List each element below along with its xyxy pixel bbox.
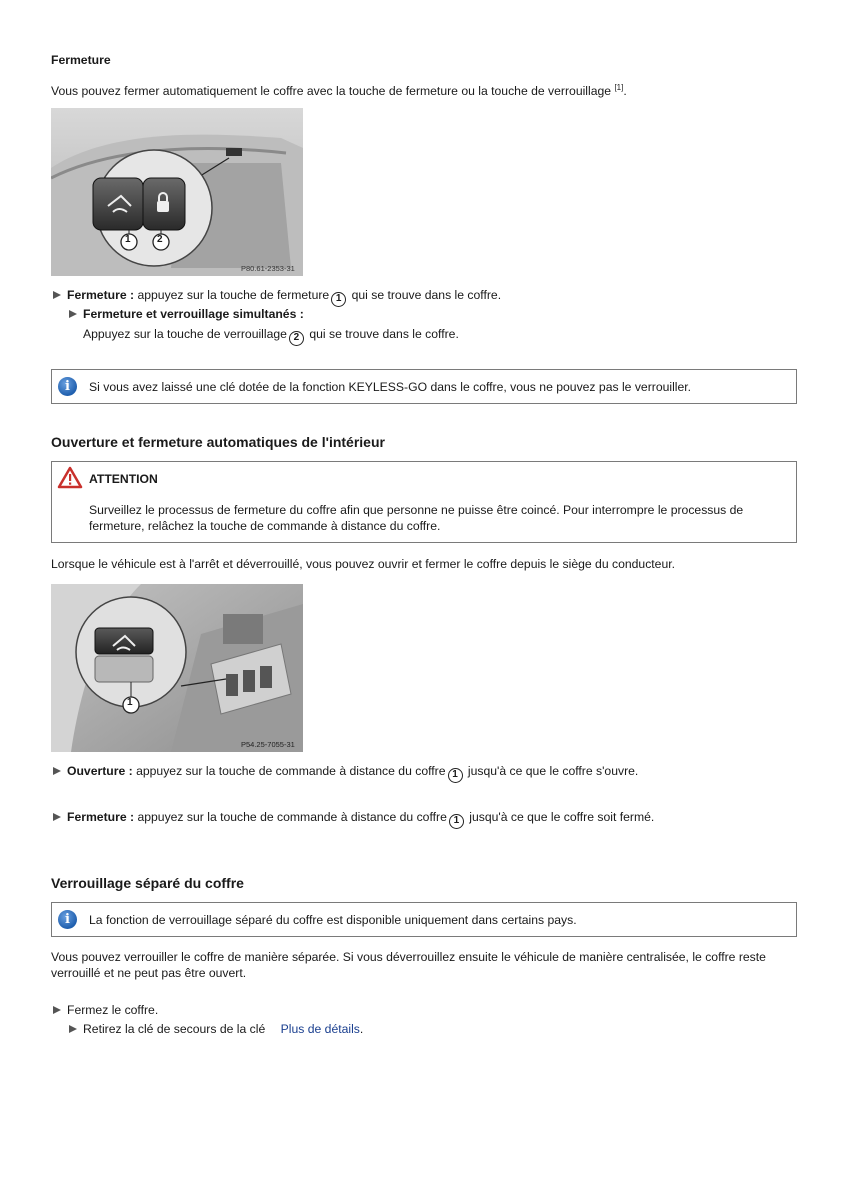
more-details-link[interactable]: Plus de détails <box>280 1022 360 1036</box>
callout-1: 1 <box>127 697 133 708</box>
callout-2: 2 <box>157 234 163 245</box>
warning-text: Surveillez le processus de fermeture du coffre afin que personne ne puisse être coincé. Pour interrompre le processus de fermeture, relâchez la touche de commande à distance du coffre. <box>89 503 744 533</box>
warning-box <box>51 461 797 543</box>
info-box-keyless <box>51 369 797 404</box>
bullet-triangle-icon <box>69 1025 77 1033</box>
trunk-buttons-figure <box>51 108 303 276</box>
bullet-fermez: Fermez le coffre. <box>53 1002 158 1018</box>
callout-1-icon: 1 <box>448 768 463 783</box>
warning-title: ATTENTION <box>89 472 158 486</box>
info-icon: i <box>58 910 77 929</box>
bullet-triangle-icon <box>53 1006 61 1014</box>
intro-paragraph: Vous pouvez fermer automatiquement le coffre avec la touche de fermeture ou la touche de verrouillage [1]. <box>51 83 627 99</box>
bullet-triangle-icon <box>69 310 77 318</box>
warning-triangle-icon <box>57 466 83 489</box>
section-title-verrouillage: Verrouillage séparé du coffre <box>51 875 244 891</box>
info-box-pays <box>51 902 797 937</box>
section-title-ouverture: Ouverture et fermeture automatiques de l'intérieur <box>51 434 385 450</box>
bullet-fermeture: Fermeture : appuyez sur la touche de fermeture 1 qui se trouve dans le coffre. <box>53 287 501 307</box>
bullet-triangle-icon <box>53 767 61 775</box>
sub-bullet-text: Appuyez sur la touche de verrouillage 2 qui se trouve dans le coffre. <box>83 326 459 346</box>
paragraph-arret: Lorsque le véhicule est à l'arrêt et déverrouillé, vous pouvez ouvrir et fermer le coffre depuis le siège du conducteur. <box>51 557 676 571</box>
callout-1: 1 <box>125 234 131 245</box>
callout-2-icon: 2 <box>289 331 304 346</box>
intro-text: Vous pouvez fermer automatiquement le coffre avec la touche de fermeture ou la touche de verrouillage <box>51 84 612 99</box>
sub-bullet-fermeture-verrouillage: Fermeture et verrouillage simultanés : <box>69 306 304 322</box>
figure-code: P54.25-7055-31 <box>241 740 295 749</box>
door-button-figure <box>51 584 303 752</box>
paragraph-verrouiller: Vous pouvez verrouiller le coffre de manière séparée. Si vous déverrouillez ensuite le véhicule de manière centralisée, le coffre reste verrouillé et ne peut pas être ouvert. <box>51 950 766 980</box>
callout-1-icon: 1 <box>449 814 464 829</box>
sub-bullet-retirez: Retirez la clé de secours de la clé Plus de détails. <box>69 1021 363 1037</box>
callout-1-icon: 1 <box>331 292 346 307</box>
footnote-link[interactable]: [1] <box>614 83 624 92</box>
bullet-fermeture-distance: Fermeture : appuyez sur la touche de commande à distance du coffre 1 jusqu'à ce que le coffre soit fermé. <box>53 809 654 829</box>
bullet-ouverture: Ouverture : appuyez sur la touche de commande à distance du coffre 1 jusqu'à ce que le coffre s'ouvre. <box>53 763 638 783</box>
section-title-fermeture: Fermeture <box>51 53 111 67</box>
info-text: Si vous avez laissé une clé dotée de la fonction KEYLESS-GO dans le coffre, vous ne pouvez pas le verrouiller. <box>89 380 692 394</box>
info-icon: i <box>58 377 77 396</box>
bullet-triangle-icon <box>53 813 61 821</box>
bullet-triangle-icon <box>53 291 61 299</box>
info-text: La fonction de verrouillage séparé du coffre est disponible uniquement dans certains pays. <box>89 913 577 927</box>
figure-code: P80.61-2353-31 <box>241 264 295 273</box>
